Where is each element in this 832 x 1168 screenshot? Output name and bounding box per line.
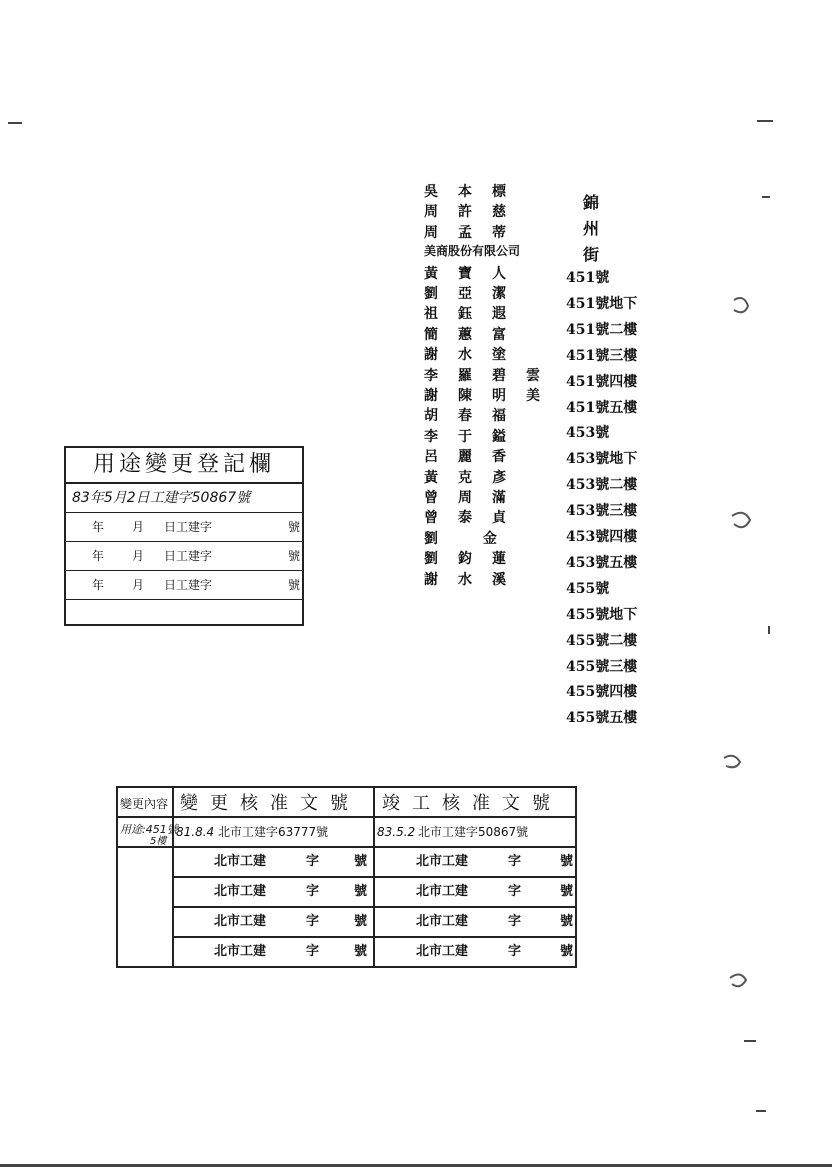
day-label: 日工建字 bbox=[164, 520, 213, 534]
approval-hao-label: 號 bbox=[560, 854, 574, 869]
approval-zi-label: 字 bbox=[306, 944, 320, 959]
usage-change-register bbox=[64, 446, 304, 626]
owner-name: 胡春福 bbox=[424, 408, 526, 425]
approval-zi-label: 字 bbox=[508, 854, 522, 869]
owner-name: 劉亞潔 bbox=[424, 286, 526, 302]
day-label: 日工建字 bbox=[164, 549, 213, 563]
owner-name: 呂麗香 bbox=[424, 449, 526, 466]
address-number: 451號 bbox=[566, 270, 610, 286]
owner-name: 曾周滿 bbox=[424, 490, 526, 506]
approval-number-table bbox=[116, 786, 577, 968]
number-label: 號 bbox=[288, 520, 301, 534]
owner-name: 黃寶人 bbox=[424, 265, 526, 282]
scan-speck bbox=[762, 196, 770, 198]
scan-speck bbox=[756, 1110, 766, 1112]
approval-hao-label: 號 bbox=[354, 854, 368, 869]
owner-name: 曾泰貞 bbox=[424, 510, 526, 527]
approval-prefix-label: 北市工建 bbox=[214, 914, 267, 929]
street-char: 州 bbox=[583, 219, 600, 238]
approval-prefix-label: 北市工建 bbox=[416, 914, 469, 929]
owner-name: 黃克彥 bbox=[424, 469, 526, 486]
owner-name: 周許慈 bbox=[424, 204, 526, 221]
usage-change-entry: 83年5月2日工建字50867號 bbox=[72, 490, 251, 506]
address-number: 453號 bbox=[566, 425, 610, 442]
owner-name: 謝水塗 bbox=[424, 347, 526, 364]
address-number: 453號地下 bbox=[566, 451, 638, 468]
approval-prefix-label: 北市工建 bbox=[416, 854, 469, 869]
owner-name: 美商股份有限公司 bbox=[424, 244, 521, 259]
address-number: 451號三樓 bbox=[566, 347, 638, 364]
column-divider bbox=[373, 788, 375, 968]
usage-change-row-filled bbox=[66, 484, 302, 513]
completion-approval-date: 83.5.2 bbox=[377, 825, 416, 839]
address-number: 455號五樓 bbox=[566, 710, 638, 727]
scan-smudges bbox=[716, 280, 776, 1000]
month-label: 月 bbox=[132, 520, 145, 534]
month-label: 月 bbox=[132, 549, 145, 563]
owner-name: 周孟蒂 bbox=[424, 224, 526, 241]
month-label: 月 bbox=[132, 578, 145, 592]
address-number: 453號四樓 bbox=[566, 529, 638, 545]
approval-prefix-label: 北市工建 bbox=[214, 884, 267, 899]
address-number: 455號四樓 bbox=[566, 684, 638, 701]
usage-change-row bbox=[66, 571, 302, 600]
owner-name: 謝陳明美 bbox=[424, 388, 560, 404]
approval-hao-label: 號 bbox=[354, 884, 368, 899]
owner-name: 簡蕙富 bbox=[424, 326, 526, 343]
change-approval-date: 81.8.4 bbox=[176, 825, 215, 839]
number-label: 號 bbox=[288, 578, 301, 592]
address-number: 453號五樓 bbox=[566, 554, 638, 571]
address-number: 451號二樓 bbox=[566, 321, 638, 338]
approval-zi-label: 字 bbox=[508, 914, 522, 929]
owner-name: 吳本標 bbox=[424, 184, 526, 200]
address-number: 451號地下 bbox=[566, 295, 638, 312]
year-label: 年 bbox=[92, 549, 105, 563]
owner-name: 謝水溪 bbox=[424, 571, 526, 588]
address-number: 455號地下 bbox=[566, 606, 638, 623]
approval-hao-label: 號 bbox=[560, 884, 574, 899]
approval-prefix-label: 北市工建 bbox=[214, 944, 267, 959]
day-label: 日工建字 bbox=[164, 578, 213, 592]
owner-name: 祖鈺遐 bbox=[424, 306, 526, 323]
owner-name: 劉 金 bbox=[424, 530, 517, 547]
approval-prefix-label: 北市工建 bbox=[214, 854, 267, 869]
approval-hao-label: 號 bbox=[354, 944, 368, 959]
approval-zi-label: 字 bbox=[508, 944, 522, 959]
usage-change-row bbox=[66, 542, 302, 571]
approval-zi-label: 字 bbox=[306, 884, 320, 899]
year-label: 年 bbox=[92, 578, 105, 592]
address-number: 455號三樓 bbox=[566, 658, 638, 675]
header-change-approval: 變更核准文號 bbox=[180, 793, 360, 814]
header-content: 變更內容 bbox=[120, 797, 169, 811]
owner-name: 李于鎰 bbox=[424, 428, 526, 445]
approval-prefix-label: 北市工建 bbox=[416, 944, 469, 959]
street-char: 街 bbox=[583, 245, 600, 264]
approval-hao-label: 號 bbox=[354, 914, 368, 929]
usage-change-title: 用途變更登記欄 bbox=[66, 448, 302, 484]
number-label: 號 bbox=[288, 549, 301, 563]
column-divider bbox=[575, 788, 577, 968]
address-number: 453號二樓 bbox=[566, 477, 638, 494]
address-number: 451號四樓 bbox=[566, 373, 638, 390]
approval-prefix-label: 北市工建 bbox=[416, 884, 469, 899]
address-number: 451號五樓 bbox=[566, 399, 638, 416]
column-divider bbox=[172, 788, 174, 968]
scan-speck bbox=[8, 122, 22, 124]
approval-hao-label: 號 bbox=[560, 944, 574, 959]
owner-name: 劉鈞蓮 bbox=[424, 551, 526, 568]
usage-change-row bbox=[66, 513, 302, 542]
street-char: 錦 bbox=[583, 193, 600, 212]
page-edge bbox=[0, 1164, 832, 1167]
approval-zi-label: 字 bbox=[306, 854, 320, 869]
address-number: 455號 bbox=[566, 580, 610, 597]
change-content: 用途:451號 bbox=[120, 823, 178, 836]
approval-zi-label: 字 bbox=[306, 914, 320, 929]
address-number: 453號三樓 bbox=[566, 503, 638, 520]
address-number: 455號二樓 bbox=[566, 632, 638, 649]
approval-zi-label: 字 bbox=[508, 884, 522, 899]
scan-speck bbox=[757, 120, 773, 122]
header-completion-approval: 竣工核准文號 bbox=[382, 793, 562, 814]
scan-speck bbox=[744, 1040, 756, 1042]
change-content-floor: 5樓 bbox=[150, 836, 167, 847]
year-label: 年 bbox=[92, 520, 105, 534]
completion-approval-number: 北市工建字50867號 bbox=[418, 825, 529, 839]
owner-name: 李羅碧雲 bbox=[424, 367, 560, 384]
change-approval-number: 北市工建字63777號 bbox=[218, 825, 329, 839]
row-divider bbox=[118, 966, 577, 968]
approval-hao-label: 號 bbox=[560, 914, 574, 929]
